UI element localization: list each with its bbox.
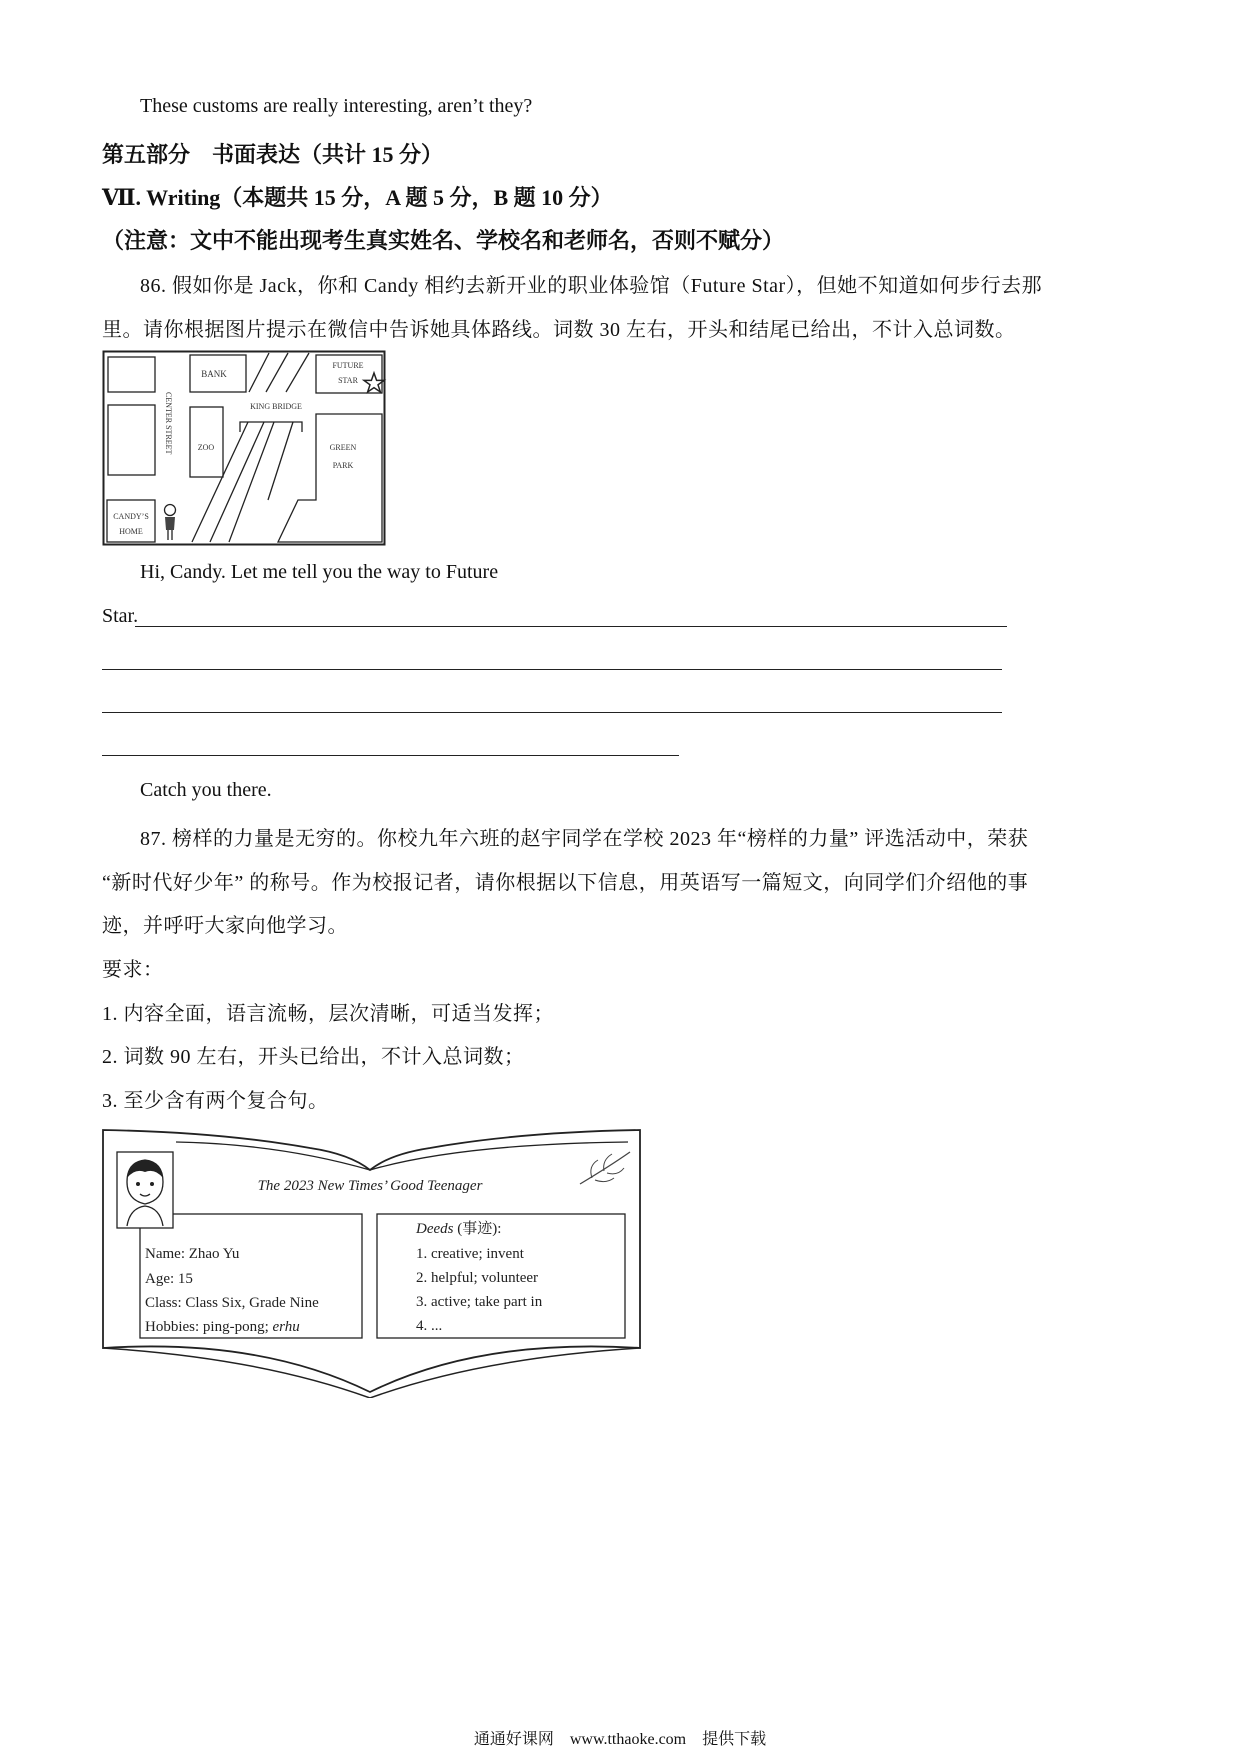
- card-deeds-cn: (事迹):: [453, 1221, 502, 1237]
- route-map: [102, 350, 388, 548]
- q86-closing: Catch you there.: [140, 779, 272, 801]
- answer-line: [135, 626, 1007, 627]
- map-label-center-street: CENTER STREET: [164, 392, 173, 455]
- map-label-home: HOME: [119, 527, 143, 536]
- teenager-card: [100, 1126, 644, 1398]
- q86-opening: Hi, Candy. Let me tell you the way to Future: [140, 561, 499, 583]
- map-label-zoo: ZOO: [197, 443, 215, 452]
- requirements-label: 要求：: [102, 959, 164, 981]
- card-class: Class: Class Six, Grade Nine: [145, 1295, 319, 1311]
- answer-line: [102, 712, 1002, 713]
- answer-line: [102, 669, 1002, 670]
- q86-line-1: 86. 假如你是 Jack，你和 Candy 相约去新开业的职业体验馆（Future Star），但她不知道如何步行去那: [140, 275, 1043, 297]
- requirement-2: 2. 词数 90 左右，开头已给出，不计入总词数；: [102, 1046, 525, 1068]
- q87-line-3: 迹，并呼吁大家向他学习。: [102, 915, 348, 937]
- card-hobbies-erhu: erhu: [272, 1319, 300, 1335]
- requirement-3: 3. 至少含有两个复合句。: [102, 1090, 329, 1112]
- q86-opening-cont: Star.: [102, 605, 139, 627]
- card-deeds-heading: [415, 1220, 501, 1237]
- map-label-star: STAR: [338, 376, 358, 385]
- card-hobbies-text: Hobbies: ping-pong;: [145, 1319, 273, 1335]
- card-deed-4: 4. ...: [416, 1318, 443, 1334]
- q87-line-1: 87. 榜样的力量是无穷的。你校九年六班的赵宇同学在学校 2023 年“榜样的力量” 评选活动中，荣获: [140, 828, 1029, 850]
- answer-line: [102, 755, 679, 756]
- map-label-green: GREEN: [329, 443, 357, 452]
- map-label-king-bridge: KING BRIDGE: [250, 402, 302, 411]
- requirement-1: 1. 内容全面，语言流畅，层次清晰，可适当发挥；: [102, 1003, 554, 1025]
- portrait-avatar: [117, 1152, 173, 1228]
- card-deed-1: 1. creative; invent: [416, 1246, 524, 1262]
- card-name: Name: Zhao Yu: [145, 1246, 240, 1262]
- writing-title: Ⅶ. Writing（本题共 15 分，A 题 5 分，B 题 10 分）: [102, 185, 613, 210]
- card-deed-3: 3. active; take part in: [416, 1294, 543, 1310]
- card-deed-2: 2. helpful; volunteer: [416, 1270, 539, 1286]
- card-age: Age: 15: [145, 1271, 193, 1287]
- q87-line-2: “新时代好少年” 的称号。作为校报记者，请你根据以下信息，用英语写一篇短文，向同学们介绍他的事: [102, 872, 1029, 894]
- map-label-park: PARK: [332, 461, 354, 470]
- q86-line-2: 里。请你根据图片提示在微信中告诉她具体路线。词数 30 左右，开头和结尾已给出，不计入总词数。: [102, 319, 1016, 341]
- card-hobbies: [145, 1319, 300, 1335]
- map-label-future: FUTURE: [332, 361, 364, 370]
- card-deeds-label: Deeds: [416, 1221, 454, 1237]
- notice: （注意：文中不能出现考生真实姓名、学校名和老师名，否则不赋分）: [102, 228, 785, 253]
- intro-line: These customs are really interesting, aren’t they?: [140, 95, 533, 117]
- map-label-bank: BANK: [201, 369, 227, 379]
- card-title: The 2023 New Times’ Good Teenager: [257, 1178, 483, 1194]
- map-label-candys: CANDY’S: [113, 512, 149, 521]
- footer: 通通好课网 www.tthaoke.com 提供下载: [473, 1731, 767, 1748]
- section-title: 第五部分 书面表达（共计 15 分）: [102, 142, 444, 167]
